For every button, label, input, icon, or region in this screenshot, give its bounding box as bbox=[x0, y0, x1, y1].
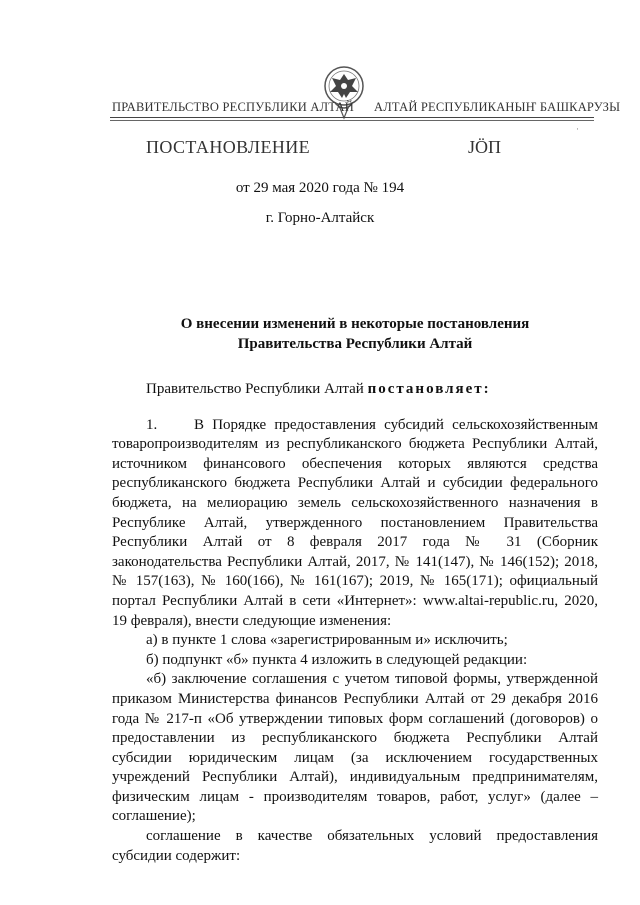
agreement-paragraph bbox=[112, 827, 598, 866]
header-rule bbox=[110, 117, 594, 118]
item-1 bbox=[112, 416, 598, 632]
margin-mark: · bbox=[576, 124, 579, 134]
document-title bbox=[110, 314, 600, 354]
header-rule-thin bbox=[110, 120, 594, 121]
paragraph-line: 19 февраля), внести следующие изменения: bbox=[112, 612, 392, 629]
item-number: 1. bbox=[146, 416, 158, 433]
doc-type-alt: ЈӦП bbox=[468, 137, 502, 157]
paragraph-line: физическим лицам - производителям товаров, работ, услуг» (далее – bbox=[112, 788, 598, 805]
paragraph-line: соглашение в качестве обязательных условий предоставления bbox=[146, 828, 598, 845]
paragraph-line: соглашение); bbox=[112, 808, 196, 825]
doc-type: ПОСТАНОВЛЕНИЕ bbox=[146, 137, 311, 157]
sub-item-a: а) в пункте 1 слова «зарегистрированным и» исключить; bbox=[146, 632, 508, 649]
header-left: ПРАВИТЕЛЬСТВО РЕСПУБЛИКИ АЛТАЙ bbox=[112, 100, 354, 114]
paragraph-line: республиканского бюджета Республики Алтай и субсидии федерального bbox=[112, 475, 598, 492]
preamble bbox=[112, 380, 598, 400]
paragraph-line: Республики Алтай от 8 февраля 2017 года № 31 (Сборник bbox=[112, 534, 598, 551]
city: г. Горно-Алтайск bbox=[265, 210, 375, 226]
title-line: Правительства Республики Алтай bbox=[237, 336, 473, 352]
sub-item-b: б) подпункт «б» пункта 4 изложить в следующей редакции: bbox=[146, 651, 528, 668]
paragraph-line: законодательства Республики Алтай, 2017, № 141(147), № 146(152); 2018, bbox=[112, 553, 598, 570]
paragraph-line: Республике Алтай, утвержденного постановлением Правительства bbox=[112, 514, 598, 531]
header-right: АЛТАЙ РЕСПУБЛИКАНЫҤ БАШКАРУЗЫ bbox=[374, 100, 621, 114]
paragraph-line: субсидии содержит: bbox=[112, 847, 241, 864]
paragraph-line: № 157(163), № 160(166), № 161(167); 2019, № 165(171); официальный bbox=[112, 573, 598, 590]
paragraph-line: бюджета, на мелиорацию земель сельскохозяйственного назначения в bbox=[112, 494, 598, 511]
paragraph-line: «б) заключение соглашения с учетом типовой формы, утвержденной bbox=[146, 671, 598, 688]
paragraph-line: учреждений Республики Алтай), индивидуальным предпринимателям, bbox=[112, 769, 598, 786]
paragraph-line: субсидии юридическим лицам (за исключением государственных bbox=[112, 749, 598, 766]
quoted-text bbox=[112, 670, 598, 827]
preamble-verb: постановляет: bbox=[367, 381, 491, 397]
paragraph-line: товаропроизводителям из республиканского бюджета Республики Алтай, bbox=[112, 436, 598, 453]
document-body bbox=[112, 380, 598, 866]
paragraph-line: источником финансового обеспечения которых являются средства bbox=[112, 455, 598, 472]
paragraph-line: 1. В Порядке предоставления субсидий сельскохозяйственным bbox=[112, 416, 598, 436]
date-line: от 29 мая 2020 года № 194 bbox=[235, 180, 405, 196]
paragraph-line: предоставлении из республиканского бюджета Республики Алтай bbox=[112, 730, 598, 747]
paragraph-line: приказом Министерства финансов Республики Алтай от 29 декабря 2016 bbox=[112, 690, 598, 707]
title-line: О внесении изменений в некоторые постановления bbox=[180, 316, 530, 332]
paragraph-line: портал Республики Алтай в сети «Интернет»: www.altai-republic.ru, 2020, bbox=[112, 592, 598, 609]
paragraph-line: года № 217-п «Об утверждении типовых форм соглашений (договоров) о bbox=[112, 710, 598, 727]
preamble-text: Правительство Республики Алтай bbox=[146, 381, 368, 397]
